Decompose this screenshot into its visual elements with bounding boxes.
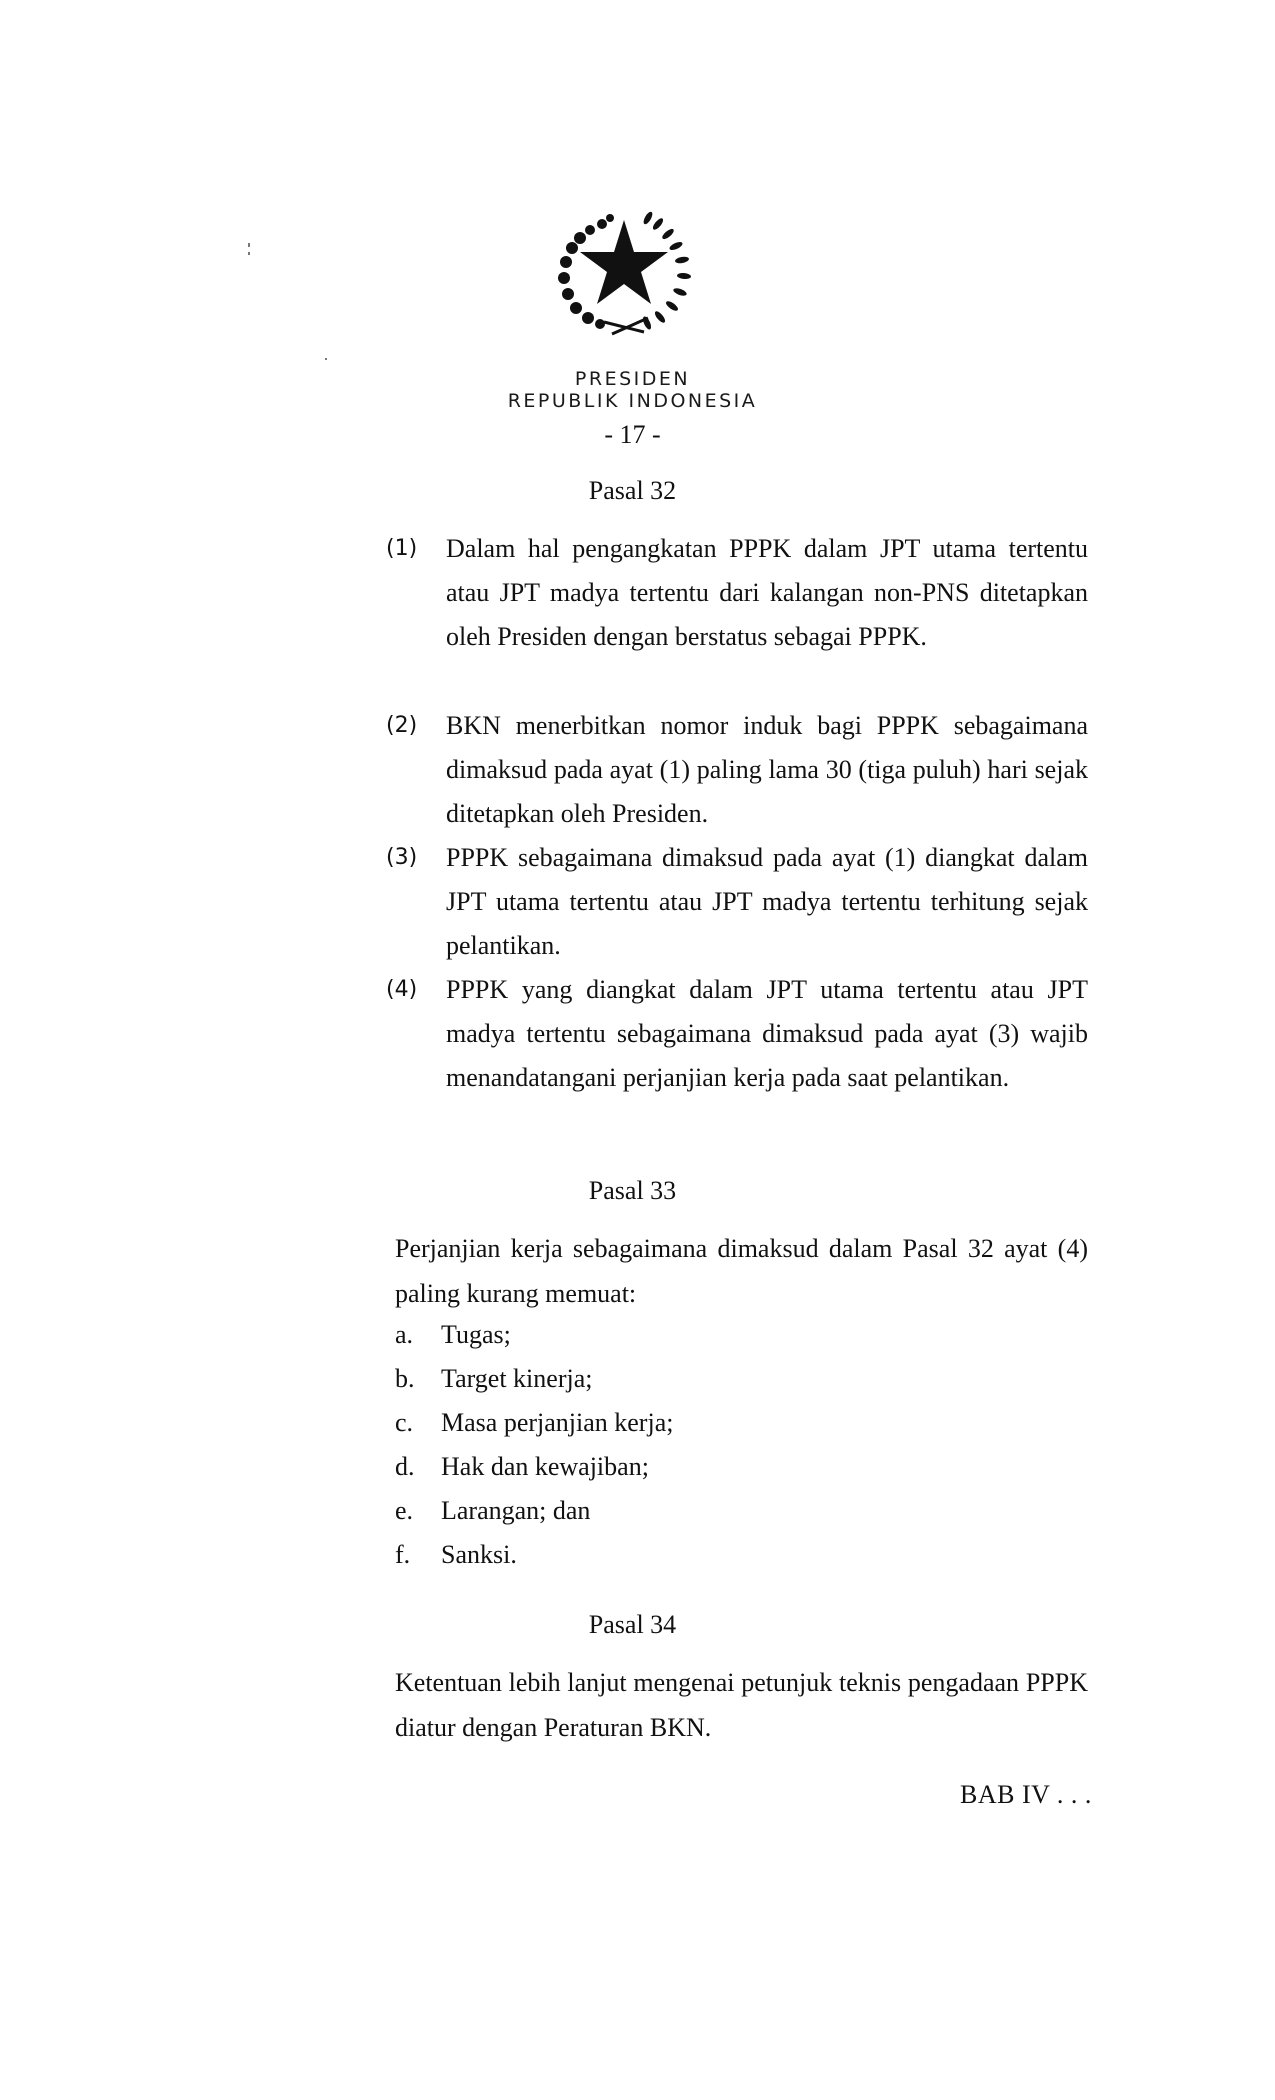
pasal-32-ayat-3 bbox=[388, 836, 1088, 968]
list-text: Tugas; bbox=[441, 1320, 511, 1349]
list-item bbox=[395, 1496, 590, 1526]
header-republic: REPUBLIK INDONESIA bbox=[507, 390, 758, 412]
list-letter: c. bbox=[395, 1408, 414, 1437]
list-letter: e. bbox=[395, 1496, 414, 1525]
scan-speck bbox=[248, 243, 250, 247]
presidential-emblem-icon bbox=[544, 190, 704, 345]
list-text: Sanksi. bbox=[441, 1540, 517, 1569]
list-letter: a. bbox=[395, 1320, 414, 1349]
next-page-reference: BAB IV . . . bbox=[960, 1780, 1092, 1809]
list-item bbox=[395, 1540, 517, 1570]
list-letter: b. bbox=[395, 1364, 415, 1393]
list-text: Target kinerja; bbox=[441, 1364, 593, 1393]
list-item bbox=[395, 1408, 673, 1438]
list-item bbox=[395, 1320, 511, 1350]
list-letter: d. bbox=[395, 1452, 415, 1481]
ayat-text: Dalam hal pengangkatan PPPK dalam JPT utama tertentu atau JPT madya tertentu dari kalangan non-PNS ditetapkan oleh Presiden dengan berstatus sebagai PPPK. bbox=[446, 534, 1088, 651]
list-text: Masa perjanjian kerja; bbox=[441, 1408, 674, 1437]
ayat-text: PPPK yang diangkat dalam JPT utama tertentu atau JPT madya tertentu sebagaimana dimaksud pada ayat (3) wajib menandatangani perjanjian kerja pada saat pelantikan. bbox=[446, 975, 1088, 1092]
ayat-number: (2) bbox=[386, 713, 418, 738]
pasal-32-title: Pasal 32 bbox=[588, 476, 677, 505]
list-letter: f. bbox=[395, 1540, 411, 1569]
header-president: PRESIDEN bbox=[574, 368, 691, 390]
scan-speck bbox=[248, 252, 250, 255]
ayat-text: PPPK sebagaimana dimaksud pada ayat (1) diangkat dalam JPT utama tertentu atau JPT madya tertentu terhitung sejak pelantikan. bbox=[446, 843, 1088, 960]
pasal-32-ayat-2 bbox=[388, 704, 1088, 836]
ayat-number: (4) bbox=[386, 977, 418, 1002]
scan-speck bbox=[325, 358, 327, 360]
list-item bbox=[395, 1452, 649, 1482]
pasal-33-intro: Perjanjian kerja sebagaimana dimaksud dalam Pasal 32 ayat (4) paling kurang memuat: bbox=[395, 1234, 1088, 1308]
ayat-text: BKN menerbitkan nomor induk bagi PPPK sebagaimana dimaksud pada ayat (1) paling lama 30 (tiga puluh) hari sejak ditetapkan oleh Presiden. bbox=[446, 711, 1088, 828]
list-text: Hak dan kewajiban; bbox=[441, 1452, 649, 1481]
ayat-number: (1) bbox=[386, 536, 418, 561]
pasal-33-title: Pasal 33 bbox=[588, 1176, 677, 1205]
pasal-34-text: Ketentuan lebih lanjut mengenai petunjuk teknis pengadaan PPPK diatur dengan Peraturan BKN. bbox=[395, 1668, 1088, 1742]
pasal-32-ayat-1 bbox=[388, 527, 1088, 659]
pasal-32-ayat-4 bbox=[388, 968, 1088, 1100]
page-number: - 17 - bbox=[604, 420, 661, 449]
ayat-number: (3) bbox=[386, 845, 418, 870]
list-item bbox=[395, 1364, 592, 1394]
pasal-34-title: Pasal 34 bbox=[588, 1610, 677, 1639]
list-text: Larangan; dan bbox=[441, 1496, 591, 1525]
